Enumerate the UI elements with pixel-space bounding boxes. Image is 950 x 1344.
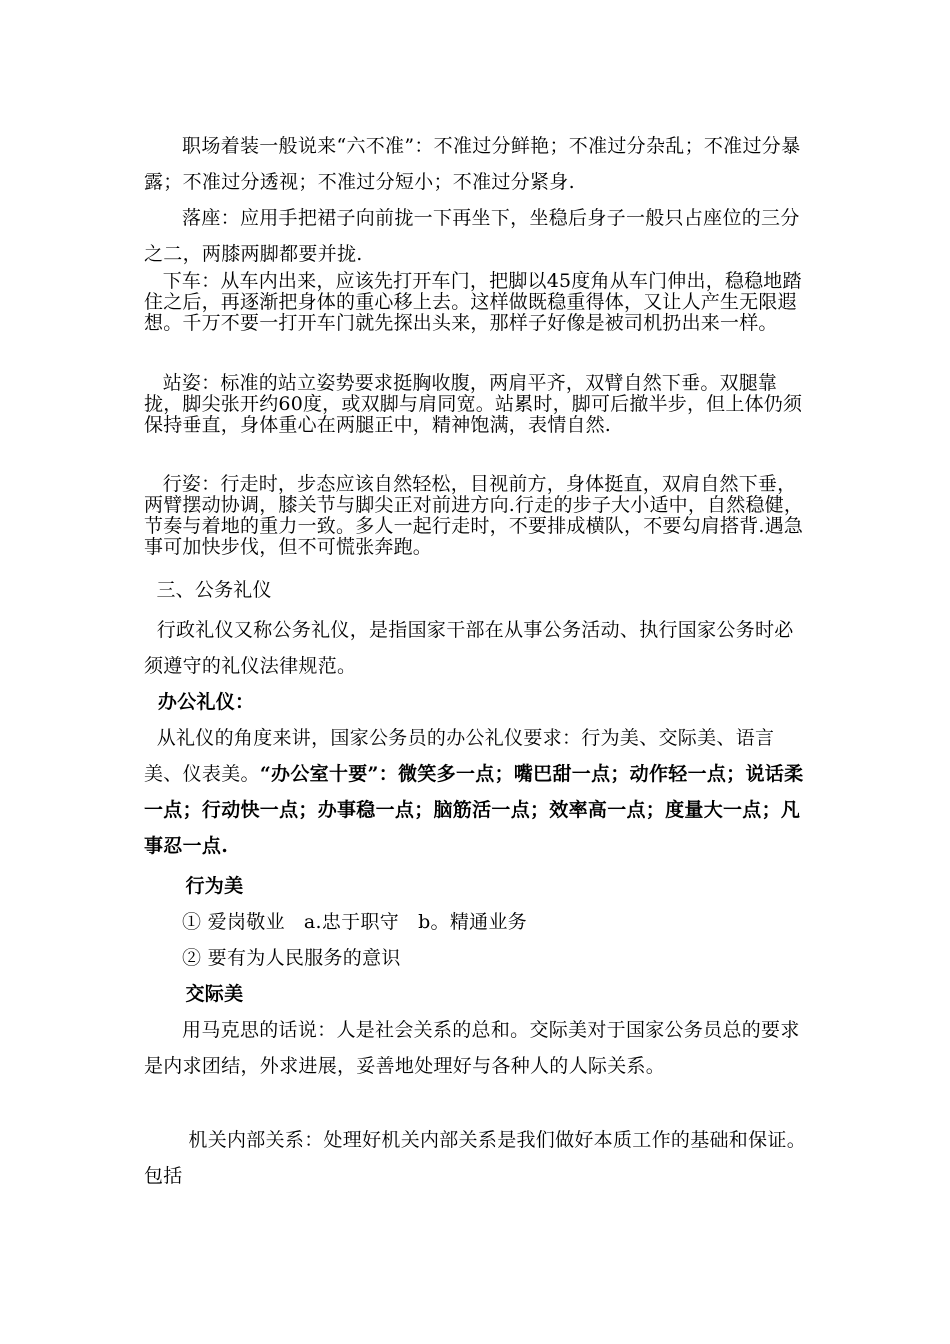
paragraph-standing: 站姿：标准的站立姿势要求挺胸收腹，两肩平齐，双臂自然下垂。双腿靠拢，脚尖张开约60度，或双脚与肩同宽。站累时，脚可后撤半步，但上体仍须保持垂直，身体重心在两腿正中，精神饱满，表情自然.: [144, 372, 803, 436]
paragraph-social-relations: 用马克思的话说：人是社会关系的总和。交际美对于国家公务员总的要求是内求团结，外求进展，妥善地处理好与各种人的人际关系。: [144, 1019, 800, 1077]
paragraph-office-requirements: [144, 720, 810, 864]
paragraph-walking: 行姿：行走时，步态应该自然轻松，目视前方，身体挺直，双肩自然下垂，两臂摆动协调，膝关节与脚尖正对前进方向.行走的步子大小适中，自然稳健，节奏与着地的重力一致。多人一起行走时，不要排成横队，不要勾肩搭背.遇急事可加快步伐，但不可慌张奔跑。: [144, 473, 804, 558]
paragraph-exit-car: 下车：从车内出来，应该先打开车门，把脚以45度角从车门伸出，稳稳地踏住之后，再逐渐把身体的重心移上去。这样做既稳重得体，又让人产生无限遐想。千万不要一打开车门就先探出头来，那样子好像是被司机扔出来一样。: [144, 270, 802, 334]
paragraph-internal-relations: 机关内部关系：处理好机关内部关系是我们做好本质工作的基础和保证。包括: [144, 1129, 806, 1187]
section-heading-official-etiquette: 三、公务礼仪: [144, 579, 272, 601]
paragraph-dress-code: 职场着装一般说来“六不准”：不准过分鲜艳；不准过分杂乱；不准过分暴露；不准过分透视；不准过分短小；不准过分紧身.: [144, 135, 801, 193]
office-requirements-lead: 从礼仪的角度来讲，国家公务员的办公礼仪要求：行为美、交际美、语言美、仪表美。: [144, 727, 775, 785]
heading-social: 交际美: [144, 983, 244, 1005]
office-ten-points: “办公室十要”：微笑多一点；嘴巴甜一点；动作轻一点；说话柔一点；行动快一点；办事稳一点；脑筋活一点；效率高一点；度量大一点；凡事忍一点.: [144, 763, 804, 857]
heading-behavior: 行为美: [144, 875, 244, 897]
paragraph-administrative-etiquette: 行政礼仪又称公务礼仪，是指国家干部在从事公务活动、执行国家公务时必须遵守的礼仪法律规范。: [144, 619, 794, 677]
paragraph-sitting: 落座：应用手把裙子向前拢一下再坐下，坐稳后身子一般只占座位的三分之二，两膝两脚都要并拢.: [144, 207, 800, 265]
heading-office-etiquette: 办公礼仪：: [144, 691, 255, 713]
list-item-dedication: ① 爱岗敬业 a.忠于职守 b。精通业务: [144, 911, 528, 933]
list-item-service: ② 要有为人民服务的意识: [144, 947, 401, 969]
